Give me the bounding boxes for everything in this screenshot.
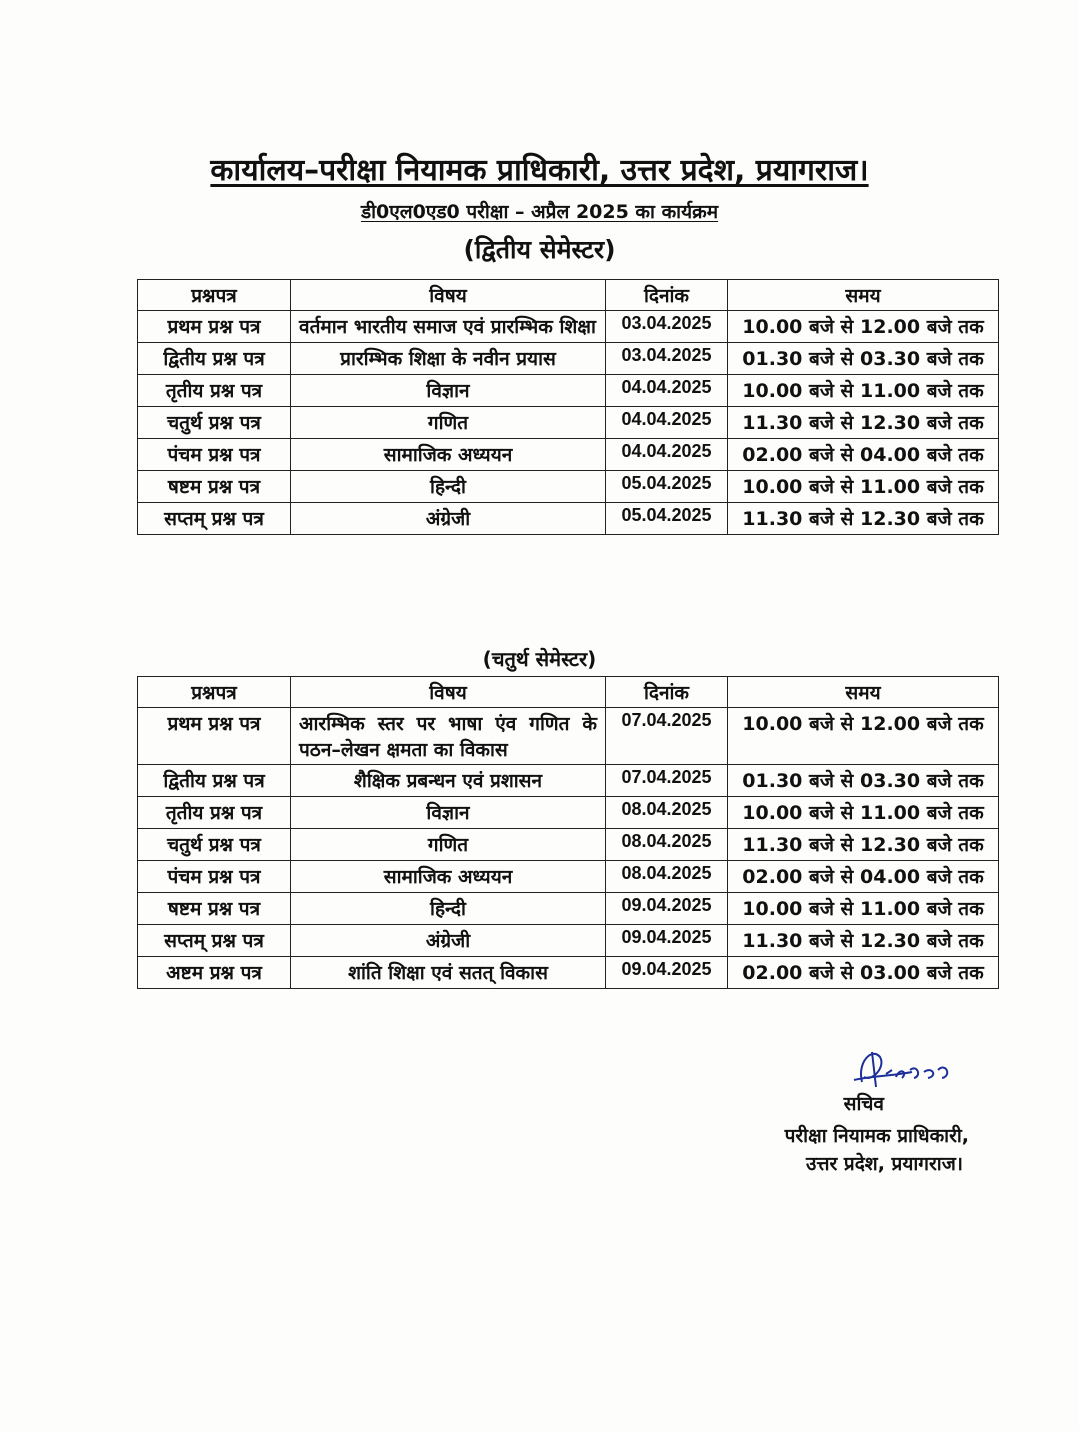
- date-cell: 08.04.2025: [606, 829, 728, 861]
- paper-cell: सप्तम् प्रश्न पत्र: [138, 925, 291, 957]
- col-header-date: दिनांक: [606, 677, 728, 708]
- subject-cell: अंग्रेजी: [291, 503, 606, 535]
- time-cell: 11.30 बजे से 12.30 बजे तक: [728, 829, 999, 861]
- col-header-subject: विषय: [291, 677, 606, 708]
- col-header-date: दिनांक: [606, 280, 728, 311]
- time-cell: 02.00 बजे से 04.00 बजे तक: [728, 439, 999, 471]
- time-cell: 10.00 बजे से 11.00 बजे तक: [728, 893, 999, 925]
- signatory-title: सचिव: [843, 1093, 884, 1115]
- subject-cell: विज्ञान: [291, 375, 606, 407]
- time-cell: 10.00 बजे से 11.00 बजे तक: [728, 471, 999, 503]
- paper-cell: सप्तम् प्रश्न पत्र: [138, 503, 291, 535]
- signatory-location: उत्तर प्रदेश, प्रयागराज।: [805, 1153, 963, 1175]
- date-cell: 05.04.2025: [606, 471, 728, 503]
- date-cell: 04.04.2025: [606, 375, 728, 407]
- table-row: [138, 708, 999, 765]
- paper-cell: प्रथम प्रश्न पत्र: [138, 311, 291, 343]
- date-cell: 04.04.2025: [606, 407, 728, 439]
- time-cell: 10.00 बजे से 12.00 बजे तक: [728, 311, 999, 343]
- subject-cell: प्रारम्भिक शिक्षा के नवीन प्रयास: [291, 343, 606, 375]
- table-row: [138, 375, 999, 407]
- subject-cell: हिन्दी: [291, 893, 606, 925]
- paper-cell: षष्टम प्रश्न पत्र: [138, 893, 291, 925]
- time-cell: 10.00 बजे से 11.00 बजे तक: [728, 375, 999, 407]
- paper-cell: पंचम प्रश्न पत्र: [138, 861, 291, 893]
- subject-cell: गणित: [291, 407, 606, 439]
- date-cell: 07.04.2025: [606, 765, 728, 797]
- time-cell: 02.00 बजे से 04.00 बजे तक: [728, 861, 999, 893]
- subject-cell: विज्ञान: [291, 797, 606, 829]
- signatory-office: परीक्षा नियामक प्राधिकारी,: [784, 1125, 969, 1147]
- date-cell: 03.04.2025: [606, 311, 728, 343]
- date-cell: 07.04.2025: [606, 708, 728, 765]
- time-cell: 11.30 बजे से 12.30 बजे तक: [728, 407, 999, 439]
- date-cell: 08.04.2025: [606, 861, 728, 893]
- date-cell: 09.04.2025: [606, 893, 728, 925]
- time-cell: 11.30 बजे से 12.30 बजे तक: [728, 503, 999, 535]
- date-cell: 08.04.2025: [606, 797, 728, 829]
- time-cell: 10.00 बजे से 12.00 बजे तक: [728, 708, 999, 765]
- subject-cell: शैक्षिक प्रबन्धन एवं प्रशासन: [291, 765, 606, 797]
- subject-cell: आरम्भिक स्तर पर भाषा एंव गणित के पठन–लेखन क्षमता का विकास: [291, 708, 606, 765]
- table-row: [138, 893, 999, 925]
- paper-cell: तृतीय प्रश्न पत्र: [138, 375, 291, 407]
- subject-cell: सामाजिक अध्ययन: [291, 439, 606, 471]
- exam-schedule-subtitle: डी0एल0एड0 परीक्षा – अप्रैल 2025 का कार्यक्रम: [360, 201, 719, 223]
- table-row: [138, 503, 999, 535]
- table-row: [138, 311, 999, 343]
- semester4-label: (चतुर्थ सेमेस्टर): [482, 647, 597, 671]
- col-header-time: समय: [728, 280, 999, 311]
- date-cell: 04.04.2025: [606, 439, 728, 471]
- semester2-schedule-table: [137, 279, 999, 535]
- paper-cell: पंचम प्रश्न पत्र: [138, 439, 291, 471]
- subject-cell: सामाजिक अध्ययन: [291, 861, 606, 893]
- col-header-time: समय: [728, 677, 999, 708]
- paper-cell: प्रथम प्रश्न पत्र: [138, 708, 291, 765]
- paper-cell: तृतीय प्रश्न पत्र: [138, 797, 291, 829]
- paper-cell: चतुर्थ प्रश्न पत्र: [138, 407, 291, 439]
- table-row: [138, 407, 999, 439]
- office-title: कार्यालय–परीक्षा नियामक प्राधिकारी, उत्तर प्रदेश, प्रयागराज।: [210, 153, 869, 188]
- table-row: [138, 861, 999, 893]
- col-header-paper: प्रश्नपत्र: [138, 280, 291, 311]
- table-header-row: [138, 280, 999, 311]
- semester4-schedule-table: [137, 676, 999, 989]
- time-cell: 11.30 बजे से 12.30 बजे तक: [728, 925, 999, 957]
- date-cell: 03.04.2025: [606, 343, 728, 375]
- table-row: [138, 471, 999, 503]
- time-cell: 10.00 बजे से 11.00 बजे तक: [728, 797, 999, 829]
- time-cell: 01.30 बजे से 03.30 बजे तक: [728, 765, 999, 797]
- time-cell: 02.00 बजे से 03.00 बजे तक: [728, 957, 999, 989]
- date-cell: 09.04.2025: [606, 957, 728, 989]
- table-row: [138, 765, 999, 797]
- paper-cell: षष्टम प्रश्न पत्र: [138, 471, 291, 503]
- time-cell: 01.30 बजे से 03.30 बजे तक: [728, 343, 999, 375]
- table-row: [138, 439, 999, 471]
- table-row: [138, 797, 999, 829]
- paper-cell: द्वितीय प्रश्न पत्र: [138, 765, 291, 797]
- subject-cell: हिन्दी: [291, 471, 606, 503]
- subject-cell: अंग्रेजी: [291, 925, 606, 957]
- subject-cell: गणित: [291, 829, 606, 861]
- date-cell: 05.04.2025: [606, 503, 728, 535]
- subject-cell: वर्तमान भारतीय समाज एवं प्रारम्भिक शिक्षा: [291, 311, 606, 343]
- paper-cell: अष्टम प्रश्न पत्र: [138, 957, 291, 989]
- date-cell: 09.04.2025: [606, 925, 728, 957]
- paper-cell: चतुर्थ प्रश्न पत्र: [138, 829, 291, 861]
- table-header-row: [138, 677, 999, 708]
- col-header-paper: प्रश्नपत्र: [138, 677, 291, 708]
- table-row: [138, 957, 999, 989]
- table-row: [138, 829, 999, 861]
- table-row: [138, 925, 999, 957]
- semester2-label: (द्वितीय सेमेस्टर): [463, 235, 616, 264]
- paper-cell: द्वितीय प्रश्न पत्र: [138, 343, 291, 375]
- subject-cell: शांति शिक्षा एवं सतत् विकास: [291, 957, 606, 989]
- table-row: [138, 343, 999, 375]
- col-header-subject: विषय: [291, 280, 606, 311]
